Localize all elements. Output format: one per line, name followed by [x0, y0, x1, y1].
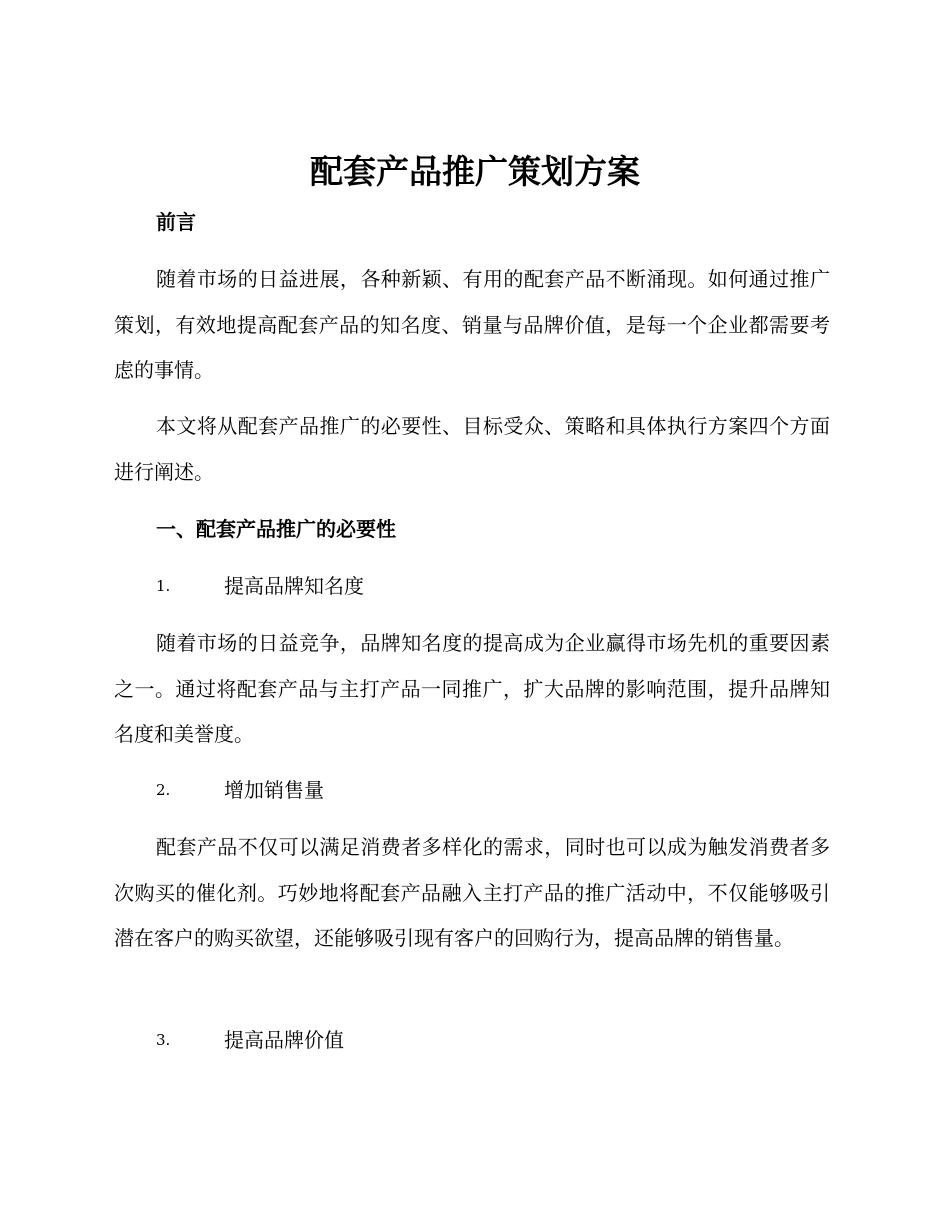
list-item-number: 2. — [156, 781, 171, 799]
list-item-title: 提高品牌价值 — [224, 1028, 344, 1052]
item-2-paragraph: 配套产品不仅可以满足消费者多样化的需求，同时也可以成为触发消费者多次购买的催化剂。巧妙地将配套产品融入主打产品的推广活动中，不仅能够吸引潜在客户的购买欲望，还能够吸引现有客户的回购行为，提高品牌的销售量。 — [114, 835, 830, 950]
preface-paragraph-2: 本文将从配套产品推广的必要性、目标受众、策略和具体执行方案四个方面进行阐述。 — [114, 414, 830, 484]
section-1-heading: 一、配套产品推广的必要性 — [156, 517, 396, 541]
preface-heading: 前言 — [156, 210, 196, 234]
document-title: 配套产品推广策划方案 — [310, 152, 640, 191]
preface-paragraph-1: 随着市场的日益进展，各种新颖、有用的配套产品不断涌现。如何通过推广策划，有效地提高配套产品的知名度、销量与品牌价值，是每一个企业都需要考虑的事情。 — [114, 267, 830, 382]
item-1-paragraph: 随着市场的日益竞争，品牌知名度的提高成为企业赢得市场先机的重要因素之一。通过将配套产品与主打产品一同推广，扩大品牌的影响范围，提升品牌知名度和美誉度。 — [114, 631, 830, 746]
list-item-number: 1. — [156, 577, 171, 595]
list-item-number: 3. — [156, 1031, 171, 1049]
list-item-title: 提高品牌知名度 — [224, 574, 364, 598]
list-item-title: 增加销售量 — [224, 778, 324, 802]
